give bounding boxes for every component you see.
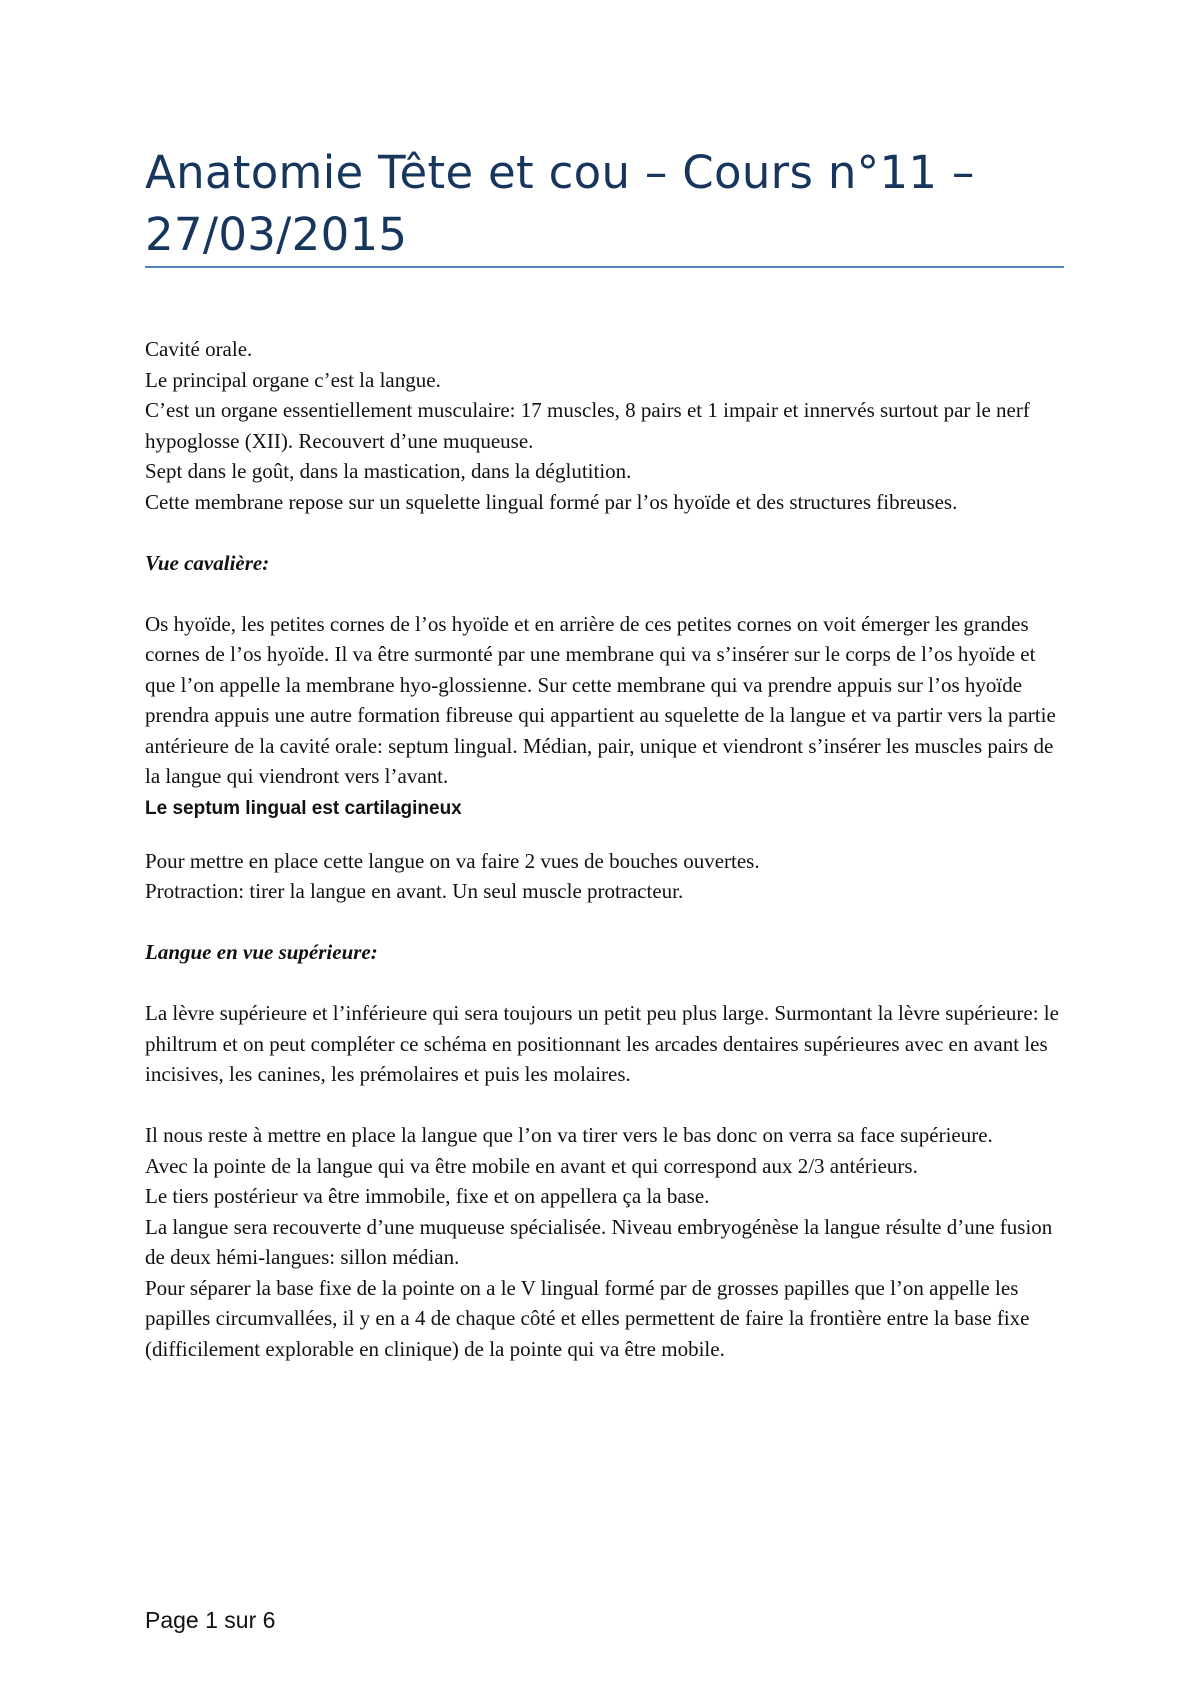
spacer [145,968,1065,999]
section-heading-vue-cavaliere: Vue cavalière: [145,550,270,575]
title-line-1: Anatomie Tête et cou – Cours n°11 – [145,146,975,199]
section1-line: Pour mettre en place cette langue on va faire 2 vues de bouches ouvertes. [145,848,760,873]
page-number-footer: Page 1 sur 6 [145,1607,276,1633]
intro-line: Le principal organe c’est la langue. [145,367,441,392]
section-heading-langue-vue-superieure: Langue en vue supérieure: [145,940,378,964]
title-line-2: 27/03/2015 [145,208,408,261]
bold-note-septum: Le septum lingual est cartilagineux [145,797,462,819]
document-title [145,142,1065,266]
document-body [145,334,1065,1364]
section2-line: Le tiers postérieur va être immobile, fixe et on appellera ça la base. [145,1184,710,1208]
title-underline-rule [145,266,1064,268]
spacer [145,578,1065,609]
spacer [145,517,1065,548]
section2-line: Il nous reste à mettre en place la langue que l’on va tirer vers le bas donc on verra sa face supérieure. [145,1123,993,1147]
section1-paragraph: Os hyoïde, les petites cornes de l’os hyoïde et en arrière de ces petites cornes on voit émerger les grandes cornes de l’os hyoïde. Il va être surmonté par une membrane qui va s’insérer sur le corps de l’os hyoïde et que l’on appelle la membrane hyo-glossienne. Sur cette membrane qui va prendre appuis sur l’os hyoïde prendra appuis une autre formation fibreuse qui appartient au squelette de la langue et va partir vers la partie antérieure de la cavité orale: septum lingual. Médian, pair, unique et viendront s’insérer les muscles pairs de la langue qui viendront vers l’avant. [145,611,1056,788]
section2-line: La langue sera recouverte d’une muqueuse spécialisée. Niveau embryogénèse la langue résulte d’une fusion de deux hémi-langues: sillon médian. [145,1214,1053,1269]
intro-line: C’est un organe essentiellement musculaire: 17 muscles, 8 pairs et 1 impair et innervés surtout par le nerf hypoglosse (XII). Recouvert d’une muqueuse. [145,398,1030,453]
section2-paragraph: La lèvre supérieure et l’inférieure qui sera toujours un petit peu plus large. Surmontant la lèvre supérieure: le philtrum et on peut compléter ce schéma en positionnant les arcades dentaires supérieures avec en avant les incisives, les canines, les prémolaires et puis les molaires. [145,1001,1059,1086]
intro-line: Cavité orale. [145,337,253,361]
intro-line: Sept dans le goût, dans la mastication, dans la déglutition. [145,459,632,483]
spacer [145,1090,1065,1121]
section2-line: Pour séparer la base fixe de la pointe on a le V lingual formé par de grosses papilles que l’on appelle les papilles circumvallées, il y en a 4 de chaque côté et elles permettent de faire la frontière entre la base fixe (difficilement explorable en clinique) de la pointe qui va être mobile. [145,1275,1030,1361]
section1-line: Protraction: tirer la langue en avant. Un seul muscle protracteur. [145,879,684,903]
intro-line: Cette membrane repose sur un squelette lingual formé par l’os hyoïde et des structures fibreuses. [145,489,958,514]
section2-line: Avec la pointe de la langue qui va être mobile en avant et qui correspond aux 2/3 antérieurs. [145,1153,918,1178]
spacer [145,907,1065,938]
spacer [145,826,1065,846]
